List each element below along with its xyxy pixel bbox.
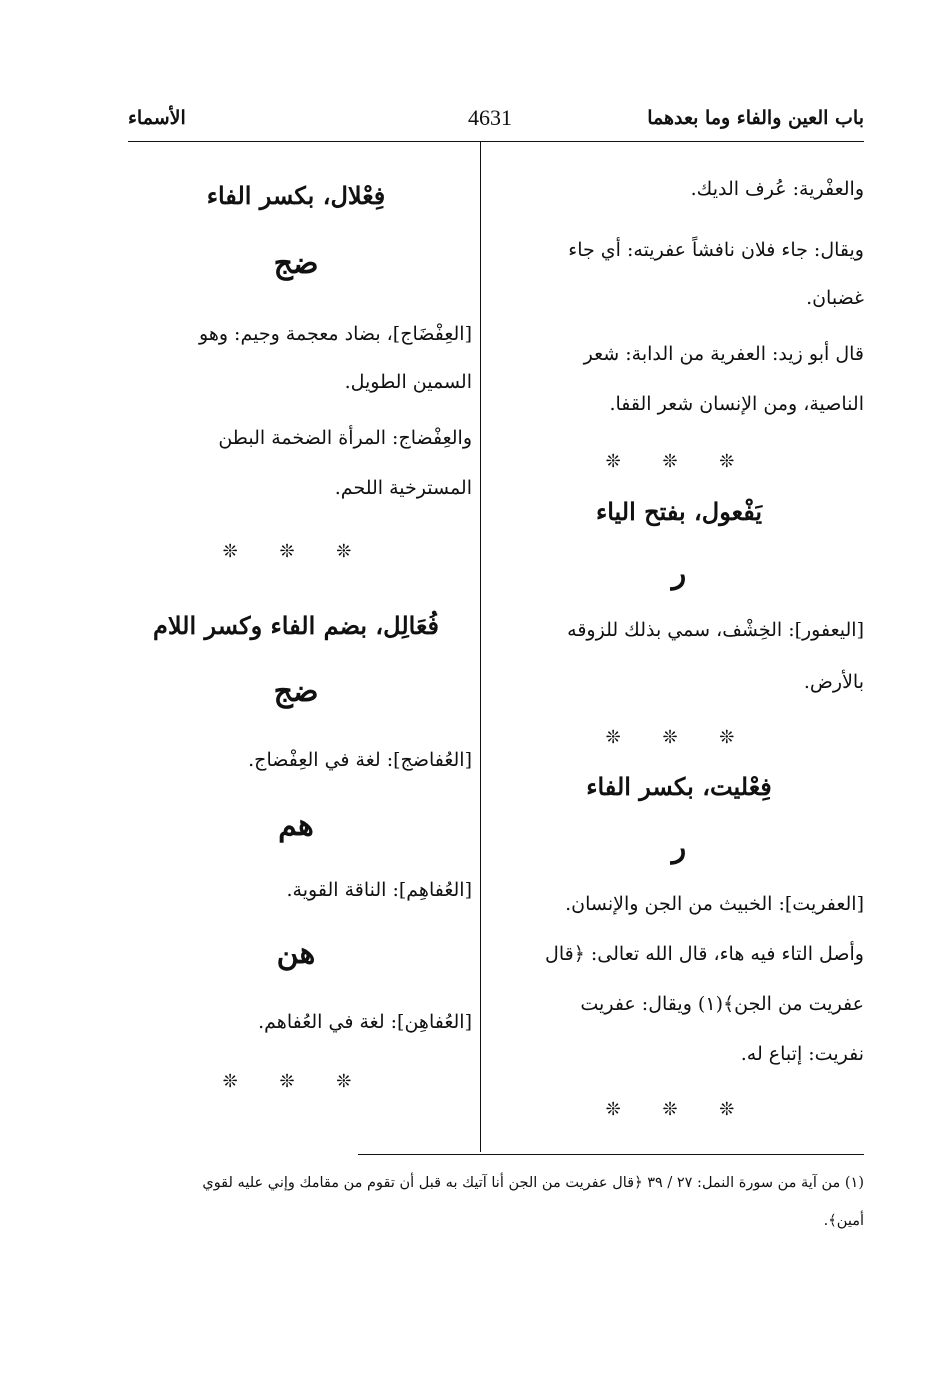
entry-line: بالأرض.: [803, 671, 864, 693]
entry-line: [اليعفور]: الخِشْف، سمي بذلك للزوقه: [567, 619, 864, 641]
right-column: [494, 0, 864, 1150]
root-heading: ضج: [273, 246, 319, 281]
section-separator: ❊ ❊ ❊: [605, 1099, 753, 1120]
pattern-heading: يَفْعول، بفتح الياء: [595, 497, 763, 526]
left-column: [120, 0, 472, 1150]
footnote-line: (١) من آية من سورة النمل: ٢٧ / ٣٩ ﴿قال عفريت من الجن أنا آتيك به قبل أن تقوم من مقامك وإني عليه لقوي: [202, 1175, 864, 1191]
entry-line: [العفريت]: الخبيث من الجن والإنسان.: [565, 893, 864, 915]
footnote-line: أمين﴾.: [823, 1213, 864, 1229]
running-header-category: الأسماء: [128, 107, 186, 129]
entry-line: [العِفْضَاج]، بضاد معجمة وجيم: وهو: [199, 323, 472, 345]
entry-line: [العُفاهِم]: الناقة القوية.: [286, 879, 472, 901]
section-separator: ❊ ❊ ❊: [222, 541, 370, 562]
pattern-heading: فُعَالِل، بضم الفاء وكسر اللام: [152, 611, 440, 640]
root-heading: هم: [278, 808, 314, 843]
column-divider: [480, 141, 481, 1152]
entry-line: ويقال: جاء فلان نافشاً عفريته: أي جاء: [568, 239, 864, 261]
running-header-section: باب العين والفاء وما بعدهما: [647, 107, 864, 129]
root-heading: ر: [671, 556, 687, 591]
entry-line: الناصية، ومن الإنسان شعر القفا.: [609, 393, 864, 415]
root-heading: ضج: [273, 674, 319, 709]
entry-line: غضبان.: [806, 287, 864, 309]
root-heading: هن: [276, 936, 316, 971]
entry-line: والعِفْضاج: المرأة الضخمة البطن: [218, 427, 472, 449]
page-number: 4631: [468, 105, 512, 130]
entry-line: المسترخية اللحم.: [334, 477, 472, 499]
footnote-rule: [358, 1154, 864, 1155]
entry-line: قال أبو زيد: العفرية من الدابة: شعر: [583, 343, 864, 365]
pattern-heading: فِعْلال، بكسر الفاء: [206, 181, 386, 210]
entry-line: نفريت: إتباع له.: [740, 1043, 864, 1065]
section-separator: ❊ ❊ ❊: [222, 1071, 370, 1092]
entry-line: عفريت من الجن﴾(١) ويقال: عفريت: [580, 993, 864, 1015]
section-separator: ❊ ❊ ❊: [605, 727, 753, 748]
entry-line: السمين الطويل.: [344, 371, 472, 393]
section-separator: ❊ ❊ ❊: [605, 451, 753, 472]
entry-line: [العُفاضج]: لغة في العِفْضاج.: [248, 749, 472, 771]
root-heading: ر: [671, 830, 687, 865]
entry-line: وأصل التاء فيه هاء، قال الله تعالى: ﴿قال: [545, 943, 864, 965]
pattern-heading: فِعْليت، بكسر الفاء: [586, 772, 772, 801]
entry-line: [العُفاهِن]: لغة في العُفاهم.: [258, 1011, 472, 1033]
entry-line: والعفْرية: عُرف الديك.: [690, 178, 864, 200]
